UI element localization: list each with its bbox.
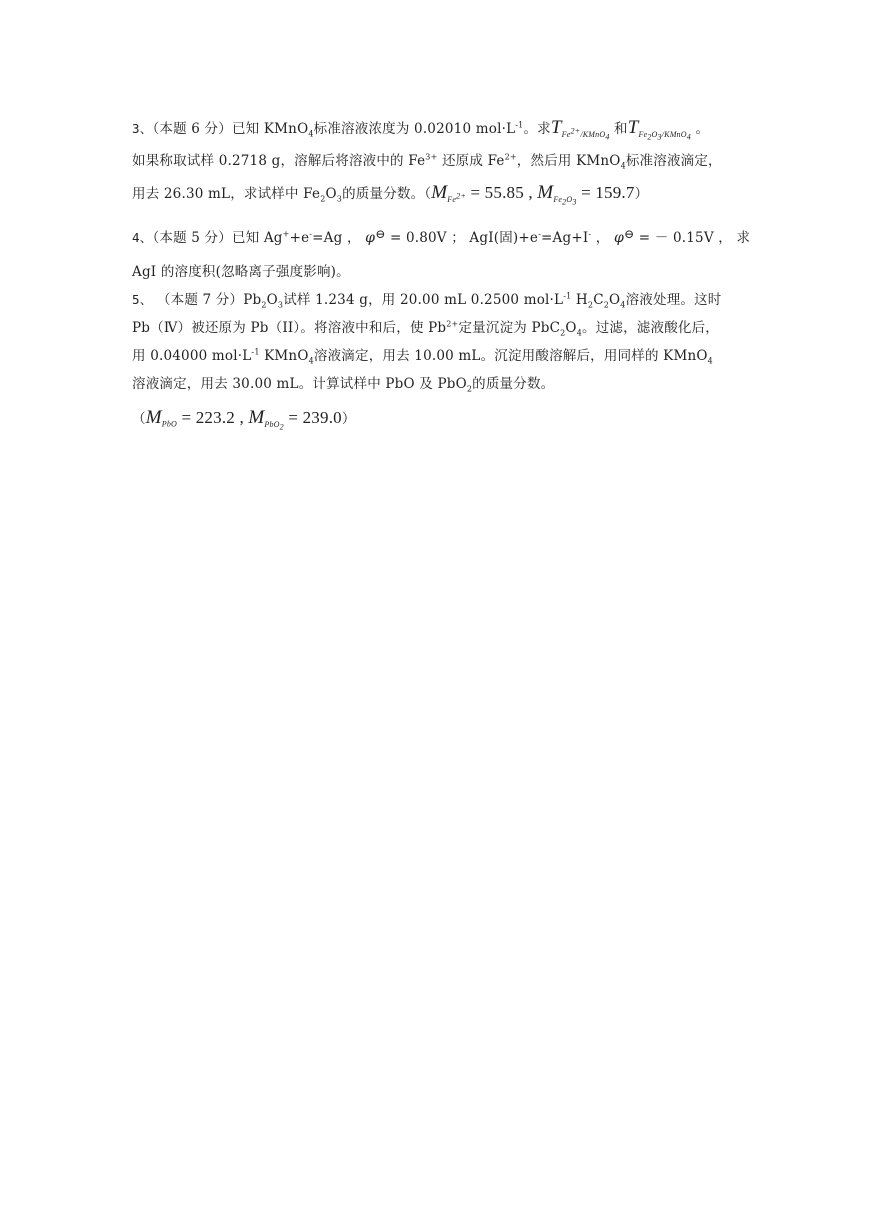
problem-header: （本题 5 分） xyxy=(152,230,232,246)
text-run: O xyxy=(609,292,621,308)
molar-mass-value: = 239.0 xyxy=(288,408,342,427)
text-run: O xyxy=(325,186,337,202)
phi-symbol: φ xyxy=(613,230,624,246)
molar-mass-value: = 159.7 xyxy=(581,183,635,202)
problem-5-line-5: （$M_{PbO} = 223.2$ , $M_{PbO_2} = 239.0$） xyxy=(132,407,356,432)
text-run: 定量沉淀为 PbC xyxy=(458,320,561,336)
text-run: 和 xyxy=(614,121,628,137)
molar-mass-value: = 55.85 xyxy=(470,183,524,202)
text-run: 用去 26.30 mL，求试样中 Fe xyxy=(132,186,321,202)
problem-number: 3、 xyxy=(132,121,153,136)
titer-symbol-fe: T xyxy=(550,117,562,138)
text-run: 。过滤，滤液酸化后， xyxy=(582,320,719,336)
text-run: H xyxy=(571,292,588,308)
problem-5-line-1: 5、 （本题 7 分）$Pb_2O_3$试样 1.234 g，用 20.00 mL 0.2500 $mol\cdot L^{-1}$ $H_2C_2O_4$溶液处理。这时 xyxy=(132,291,722,310)
text-run: 标准溶液浓度为 0.02010 mol·L xyxy=(313,121,516,137)
text-run: = 0.80V ； AgI(固)+e xyxy=(385,230,539,246)
phi-symbol: φ xyxy=(365,230,376,246)
molar-mass-symbol-fe2o3: M xyxy=(537,182,554,203)
molar-mass-symbol-pbo: M xyxy=(145,407,162,428)
text-run: =Ag+I xyxy=(541,230,589,246)
text-run: +e xyxy=(289,230,310,246)
text-run: Pb xyxy=(243,292,262,308)
text-run: 已知 KMnO xyxy=(231,121,309,137)
standard-theta-symbol: ⊖ xyxy=(624,227,635,241)
text-run: （ xyxy=(132,411,146,427)
problem-header: （本题 7 分） xyxy=(152,292,244,308)
document-content xyxy=(132,114,751,433)
text-run: C xyxy=(593,292,604,308)
text-run: 还原成 Fe xyxy=(437,153,505,169)
text-run: ） xyxy=(634,186,649,202)
titer-symbol-fe2o3: T xyxy=(627,117,639,138)
standard-theta-symbol: ⊖ xyxy=(375,227,386,241)
problem-4-line-2 xyxy=(132,258,744,286)
molar-mass-symbol-pbo2: M xyxy=(248,407,265,428)
molar-mass-value: = 223.2 xyxy=(181,408,235,427)
text-run: 标准溶液滴定， xyxy=(625,153,722,169)
text-run: 的质量分数。 xyxy=(472,376,555,392)
text-run: 已知 Ag xyxy=(231,230,283,246)
text-run: KMnO xyxy=(259,348,309,364)
text-run: 溶液滴定，用去 30.00 mL。计算试样中 PbO 及 PbO xyxy=(132,376,467,392)
text-run: 。 xyxy=(695,121,710,137)
text-run: 的质量分数。（ xyxy=(342,186,432,202)
text-run: 如果称取试样 0.2718 g，溶解后将溶液中的 Fe xyxy=(132,153,426,169)
text-run: 溶液滴定，用去 10.00 mL。沉淀用酸溶解后，用同样的 KMnO xyxy=(313,348,708,364)
text-run: ） xyxy=(341,411,356,427)
problem-number: 4、 xyxy=(132,230,153,245)
problem-5-line-3: 用 0.04000 $mol\cdot L^{-1}$ KMnO$_4$溶液滴定，用去 10.00 mL。沉淀用酸溶解后，用同样的 KMnO$_4$ xyxy=(132,347,713,366)
text-run: =Ag ， xyxy=(312,230,361,246)
text-run: O xyxy=(565,320,577,336)
text-run: = － 0.15V ， 求 xyxy=(638,230,751,246)
problem-3-line-1: 3、（本题 6 分）已知 KMnO$_4$标准溶液浓度为 0.02010 $mol\cdot L^{-1}$。求$T_{Fe^{2+}/KMnO_4}$ 和$T_{Fe_2O_3/KMnO_4}$ 。 xyxy=(132,117,710,142)
problem-4-line-1: 4、（本题 5 分）已知 Ag++e-=Ag ， φ⊖ = 0.80V ； AgI(固)+e-=Ag+I- ， φ⊖ = － 0.15V ， 求 xyxy=(132,227,751,246)
problem-5-line-4: 溶液滴定，用去 30.00 mL。计算试样中 PbO 及 PbO$_2$的质量分数。 xyxy=(132,376,555,394)
text-run: AgI 的溶度积(忽略离子强度影响)。 xyxy=(132,264,350,280)
problem-number: 5、 xyxy=(132,292,153,307)
text-run: 用 0.04000 mol·L xyxy=(132,348,252,364)
problem-header: （本题 6 分） xyxy=(152,121,232,137)
text-run: 试样 1.234 g，用 20.00 mL 0.2500 mol·L xyxy=(283,292,564,308)
text-run: 溶液处理。这时 xyxy=(625,292,722,308)
problem-5-line-2: Pb（Ⅳ）被还原为 Pb（II）。将溶液中和后，使 $Pb^{2+}$定量沉淀为 $PbC_2O_4$。过滤，滤液酸化后， xyxy=(132,319,719,338)
text-run: ， xyxy=(591,230,610,246)
problem-3-line-3: 用去 26.30 mL，求试样中 $Fe_2O_3$的质量分数。（$M_{Fe^{2+}} = 55.85$ , $M_{Fe_2O_3} = 159.7$） xyxy=(132,182,649,207)
text-run: 。求 xyxy=(523,121,551,137)
problem-3-line-2: 如果称取试样 0.2718 g，溶解后将溶液中的 $Fe^{3+}$ 还原成 $Fe^{2+}$，然后用 KMnO$_4$标准溶液滴定， xyxy=(132,152,722,171)
molar-mass-symbol-fe: M xyxy=(431,182,448,203)
text-run: O xyxy=(266,292,278,308)
text-run: Pb（Ⅳ）被还原为 Pb（II）。将溶液中和后，使 Pb xyxy=(132,320,447,336)
text-run: ，然后用 KMnO xyxy=(516,153,621,169)
